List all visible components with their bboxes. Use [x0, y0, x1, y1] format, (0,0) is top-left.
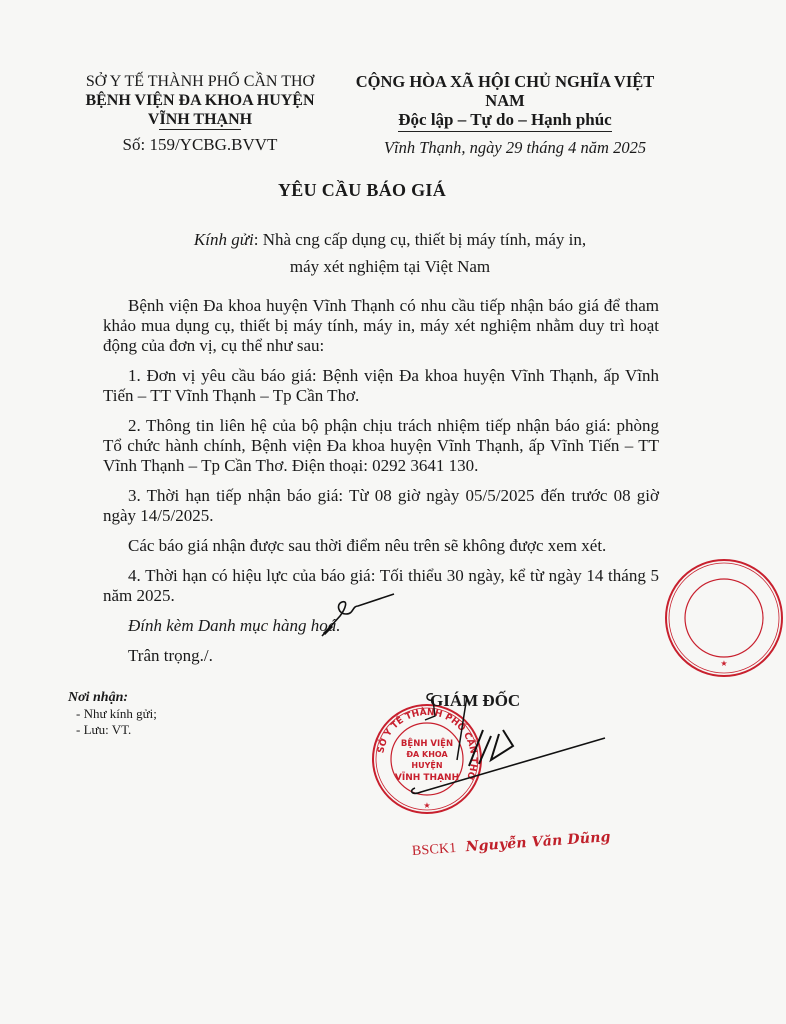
- document-title: YÊU CẦU BÁO GIÁ: [277, 180, 446, 200]
- stamp-line-4: VĨNH THẠNH: [394, 773, 460, 783]
- hospital-name-line2: VĨNH THẠNH: [147, 111, 253, 128]
- header-underline: [159, 129, 241, 130]
- svg-text:★: ★: [720, 659, 728, 668]
- recipient-line1: : Nhà cng cấp dụng cụ, thiết bị máy tính, máy in,: [253, 230, 587, 249]
- recipient-line2: máy xét nghiệm tại Việt Nam: [289, 257, 491, 276]
- issuing-agency-block: [55, 72, 345, 154]
- place-date: Vĩnh Thạnh, ngày 29 tháng 4 năm 2025: [383, 138, 647, 157]
- svg-text:★: ★: [423, 801, 431, 810]
- national-motto: Độc lập – Tự do – Hạnh phúc: [398, 110, 611, 132]
- recipient-label: Kính gửi: [193, 230, 254, 249]
- signer-name: Nguyễn Văn Dũng: [465, 829, 612, 856]
- national-header-block: [335, 72, 675, 132]
- initial-signature: [318, 592, 398, 642]
- document-number: Số: 159/YCBG.BVVT: [122, 135, 278, 154]
- intro-paragraph: Bệnh viện Đa khoa huyện Vĩnh Thạnh có nhu cầu tiếp nhận báo giá để tham khảo mua dụng cụ, thiết bị máy tính, máy in, máy xét nghiệm nhằm duy trì hoạt động của đơn vị, cụ thể như sau:: [103, 296, 659, 355]
- signatory-title: GIÁM ĐỐC: [430, 691, 521, 710]
- closing: Trân trọng./.: [128, 646, 213, 665]
- receiver-item: - Như kính gửi;: [76, 706, 157, 721]
- recipient-block: [120, 226, 660, 280]
- director-signature: [395, 690, 615, 800]
- item-2: 2. Thông tin liên hệ của bộ phận chịu trách nhiệm tiếp nhận báo giá: phòng Tổ chức hành chính, Bệnh viện Đa khoa huyện Vĩnh Thạnh, ấp Vĩnh Tiến – TT Vĩnh Thạnh – Tp Cần Thơ. Điện thoại: 0292 3641 130.: [103, 416, 659, 475]
- stamp-ring-text: SỞ Y TẾ THÀNH PHỐ CẦN THƠ: [376, 707, 479, 781]
- late-quote-note: Các báo giá nhận được sau thời điểm nêu trên sẽ không được xem xét.: [128, 536, 607, 555]
- item-4: 4. Thời hạn có hiệu lực của báo giá: Tối thiểu 30 ngày, kể từ ngày 14 tháng 5 năm 2025.: [103, 566, 659, 605]
- hospital-name-line1: BỆNH VIỆN ĐA KHOA HUYỆN: [85, 92, 315, 109]
- signer-name-block: [411, 829, 611, 860]
- partial-edge-stamp: [662, 556, 786, 680]
- national-title: CỘNG HÒA XÃ HỘI CHỦ NGHĨA VIỆT NAM: [355, 72, 655, 110]
- stamp-line-2: ĐA KHOA: [406, 750, 448, 759]
- receivers-label: Nơi nhận:: [68, 690, 129, 705]
- stamp-line-3: HUYỆN: [411, 761, 443, 770]
- attachment-note: Đính kèm Danh mục hàng hoá.: [128, 616, 341, 635]
- item-1: 1. Đơn vị yêu cầu báo giá: Bệnh viện Đa khoa huyện Vĩnh Thạnh, ấp Vĩnh Tiến – TT Vĩnh Thạnh – Tp Cần Thơ.: [103, 366, 659, 405]
- stamp-line-1: BỆNH VIỆN: [400, 739, 454, 749]
- item-3: 3. Thời hạn tiếp nhận báo giá: Từ 08 giờ ngày 05/5/2025 đến trước 08 giờ ngày 14/5/2025.: [103, 486, 659, 525]
- signer-degree: BSCK1: [411, 840, 457, 859]
- receivers-block: [68, 690, 157, 738]
- receiver-item: - Lưu: VT.: [76, 722, 132, 737]
- parent-agency: SỞ Y TẾ THÀNH PHỐ CẦN THƠ: [85, 73, 315, 90]
